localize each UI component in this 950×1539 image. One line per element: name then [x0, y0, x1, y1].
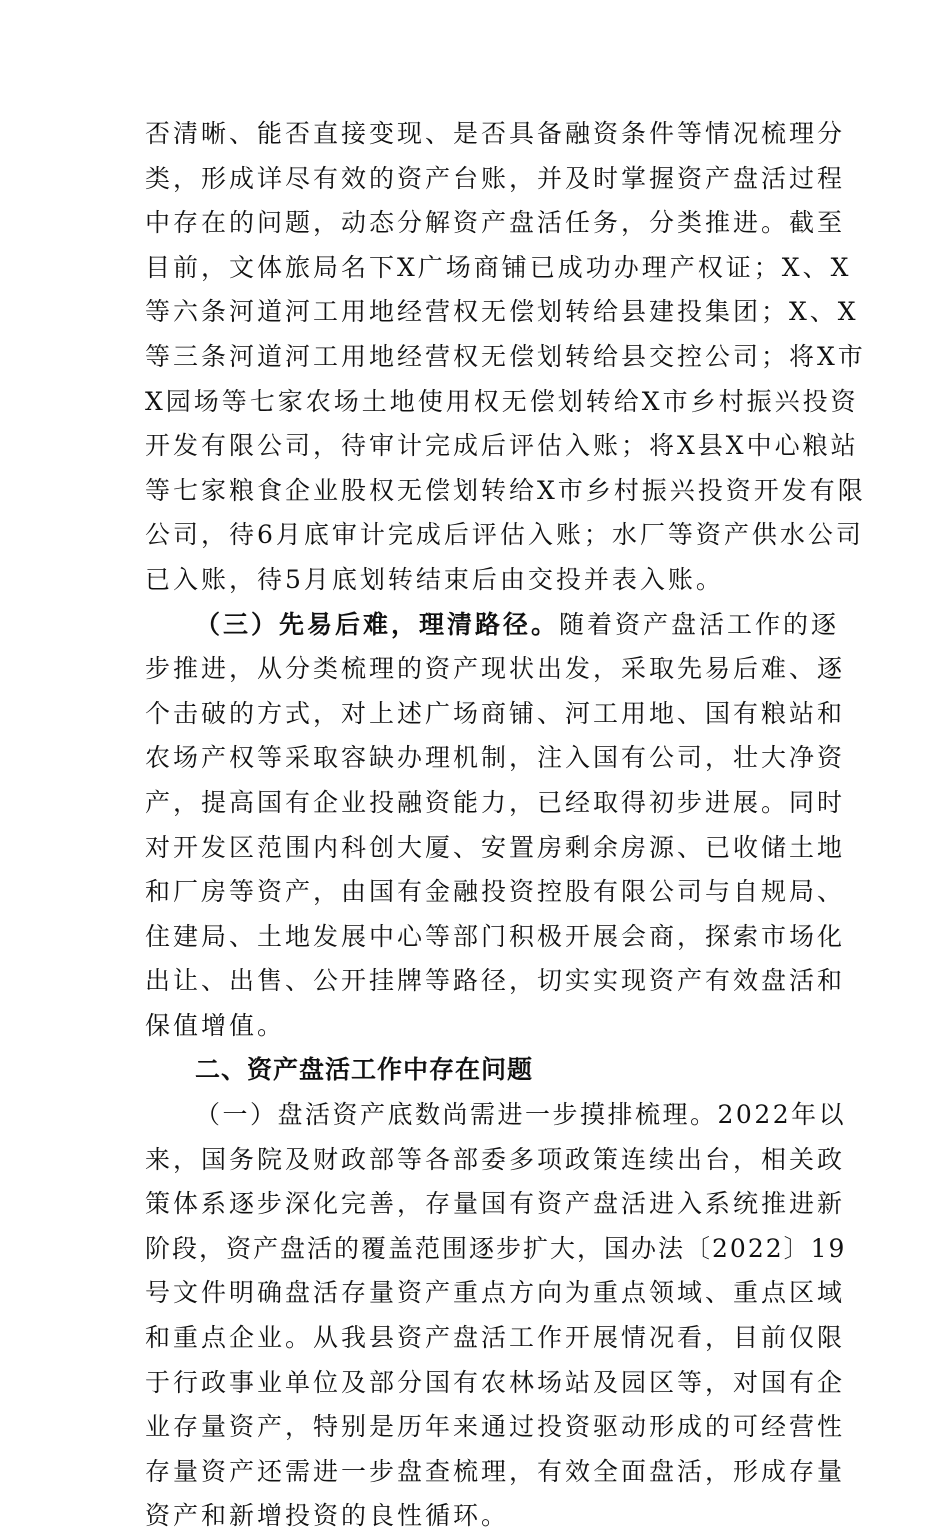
text-line: 农场产权等采取容缺办理机制，注入国有公司，壮大净资	[145, 743, 846, 773]
text-line: 和重点企业。从我县资产盘活工作开展情况看，目前仅限	[145, 1323, 846, 1353]
text-line: 阶段，资产盘活的覆盖范围逐步扩大，国办法〔2022〕19	[145, 1233, 847, 1263]
text-line: 出让、出售、公开挂牌等路径，切实实现资产有效盘活和	[145, 966, 846, 996]
text-line: 业存量资产，特别是历年来通过投资驱动形成的可经营性	[145, 1412, 846, 1442]
paragraph-lead: （三）先易后难，理清路径。	[195, 609, 560, 639]
text-line: 等三条河道河工用地经营权无偿划转给县交控公司；将X市	[145, 341, 866, 371]
text-line: 产，提高国有企业投融资能力，已经取得初步进展。同时	[145, 787, 846, 817]
paragraph-first-line	[145, 603, 840, 648]
text-line: 已入账，待5月底划转结束后由交投并表入账。	[145, 564, 724, 594]
text-line: 号文件明确盘活存量资产重点方向为重点领域、重点区域	[145, 1278, 846, 1308]
document-body	[145, 112, 866, 1539]
text-line: X园场等七家农场土地使用权无偿划转给X市乡村振兴投资	[145, 386, 859, 416]
text-line: 类，形成详尽有效的资产台账，并及时掌握资产盘活过程	[145, 163, 846, 193]
paragraph-first-line: （一）盘活资产底数尚需进一步摸排梳理。2022年以	[195, 1100, 847, 1130]
text-line: 策体系逐步深化完善，存量国有资产盘活进入系统推进新	[145, 1189, 846, 1219]
text-line: 住建局、土地发展中心等部门积极开展会商，探索市场化	[145, 921, 846, 951]
text-line: 和厂房等资产，由国有金融投资控股有限公司与自规局、	[145, 877, 846, 907]
text-line: 目前，文体旅局名下X广场商铺已成功办理产权证；X、X	[145, 252, 852, 282]
paragraph-lead-rest: 随着资产盘活工作的逐	[559, 609, 840, 639]
text-line: 中存在的问题，动态分解资产盘活任务，分类推进。截至	[145, 208, 846, 238]
section-heading: 二、资产盘活工作中存在问题	[195, 1055, 534, 1085]
text-line: 保值增值。	[145, 1010, 286, 1040]
text-line: 等六条河道河工用地经营权无偿划转给县建投集团；X、X	[145, 297, 859, 327]
text-line: 对开发区范围内科创大厦、安置房剩余房源、已收储土地	[145, 832, 846, 862]
text-line: 公司，待6月底审计完成后评估入账；水厂等资产供水公司	[145, 520, 864, 550]
text-line: 否清晰、能否直接变现、是否具备融资条件等情况梳理分	[145, 119, 846, 148]
text-line: 来，国务院及财政部等各部委多项政策连续出台，相关政	[145, 1144, 846, 1174]
text-line: 等七家粮食企业股权无偿划转给X市乡村振兴投资开发有限	[145, 475, 866, 505]
text-line: 开发有限公司，待审计完成后评估入账；将X县X中心粮站	[145, 431, 859, 461]
text-line: 于行政事业单位及部分国有农林场站及园区等，对国有企	[145, 1367, 846, 1397]
text-line: 资产和新增投资的良性循环。	[145, 1501, 510, 1531]
text-line: 步推进，从分类梳理的资产现状出发，采取先易后难、逐	[145, 654, 846, 684]
text-line: 存量资产还需进一步盘查梳理，有效全面盘活，形成存量	[145, 1456, 846, 1486]
text-line: 个击破的方式，对上述广场商铺、河工用地、国有粮站和	[145, 698, 846, 728]
